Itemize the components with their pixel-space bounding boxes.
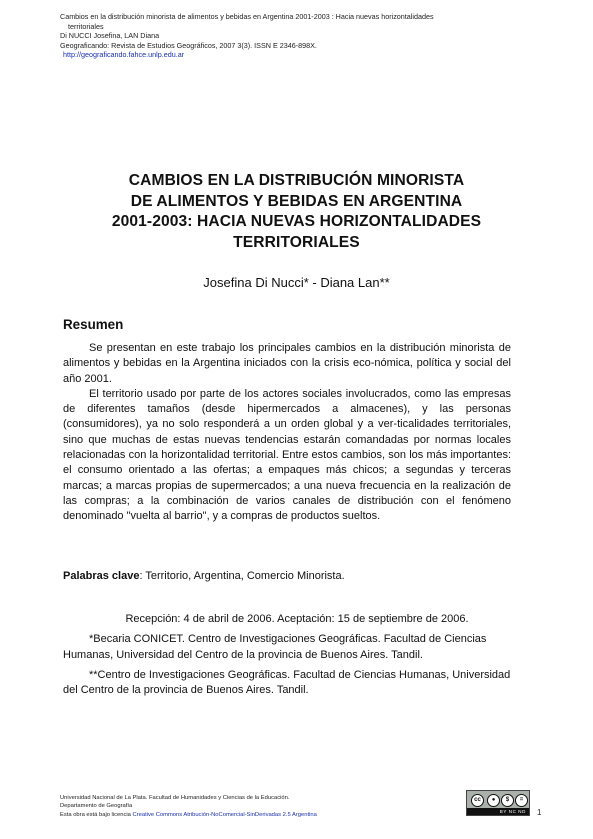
authors: Josefina Di Nucci* - Diana Lan** — [203, 275, 390, 290]
resumen-heading: Resumen — [63, 317, 124, 332]
keywords-text: : Territorio, Argentina, Comercio Minorista. — [139, 570, 345, 582]
received-note: Recepción: 4 de abril de 2006. Aceptación: 15 de septiembre de 2006. — [125, 613, 469, 625]
page-footer — [60, 794, 460, 819]
attribution-icon: ● — [487, 794, 500, 807]
running-header — [60, 12, 530, 60]
keywords-label: Palabras clave — [63, 570, 140, 582]
noderivatives-icon: = — [515, 794, 528, 807]
footer-department: Departamento de Geografía — [60, 803, 133, 810]
header-citation-continuation: territoriales — [68, 21, 104, 31]
title-line: TERRITORIALES — [233, 233, 360, 251]
cc-badge-labels: BY NC ND — [467, 808, 529, 815]
creative-commons-by-nc-nd-icon[interactable] — [466, 790, 530, 816]
footer-license-line — [60, 811, 460, 819]
author-affiliation-note: **Centro de Investigaciones Geográficas. Facultad de Ciencias Humanas, Universidad del Centro de la provincia de Buenos Aires. Tandil. — [63, 668, 511, 697]
noncommercial-icon: $ — [501, 794, 514, 807]
abstract-paragraph: Se presentan en este trabajo los principales cambios en la distribución minorista de alimentos y bebidas en la Argentina iniciados con la crisis eco-nómica, política y social del año 2001. — [63, 342, 511, 385]
cc-logo-icon: cc — [471, 794, 484, 807]
header-authors: Di NUCCI Josefina, LAN Diana — [60, 31, 160, 41]
abstract-paragraph: El territorio usado por parte de los actores sociales involucrados, como las empresas de diferentes tamaños (desde hipermercados a almacenes), y las personas (consumidores), ya no solo responderá a un orden global y a ver-ticalidades territoriales, sino que muchas de estas nuevas tendencias estarán comandadas por normas locales relacionadas con la horizontalidad territorial. Entre estos cambios, son los más importantes: el consumo orientado a las ofertas; a empaques más chicos; a segundas y terceras marcas; a marcas propias de supermercados; a una nueva frecuencia en la realización de las compras; a la combinación de varios canales de distribución con el fenómeno denominado "vuelta al barrio", y a compras de productos sueltos. — [63, 387, 511, 523]
author-affiliation-note: *Becaria CONICET. Centro de Investigaciones Geográficas. Facultad de Ciencias Humanas, Universidad del Centro de la provincia de Buenos Aires. Tandil. — [63, 633, 487, 661]
page-number: 1 — [537, 808, 542, 817]
paper-title — [60, 171, 533, 253]
title-line: 2001-2003: HACIA NUEVAS HORIZONTALIDADES — [111, 213, 482, 230]
title-line: CAMBIOS EN LA DISTRIBUCIÓN MINORISTA — [128, 172, 465, 189]
author-notes — [63, 612, 511, 703]
footer-license-prefix: Esta obra está bajo licencia — [60, 811, 133, 818]
abstract — [63, 341, 511, 525]
keywords — [63, 570, 523, 582]
license-link[interactable]: Creative Commons Atribución-NoComercial-SinDerivadas 2.5 Argentina — [132, 811, 317, 818]
header-journal: Geograficando: Revista de Estudios Geográficos, 2007 3(3). ISSN E 2346-898X. — [60, 40, 317, 50]
header-url-link[interactable]: http://geograficando.fahce.unlp.edu.ar — [63, 50, 185, 60]
footer-institution: Universidad Nacional de La Plata. Facultad de Humanidades y Ciencias de la Educación. — [60, 795, 290, 801]
header-citation-line: Cambios en la distribución minorista de alimentos y bebidas en Argentina 2001-2003 : Hacia nuevas horizontalidades — [60, 12, 434, 21]
title-line: DE ALIMENTOS Y BEBIDAS EN ARGENTINA — [130, 192, 463, 210]
